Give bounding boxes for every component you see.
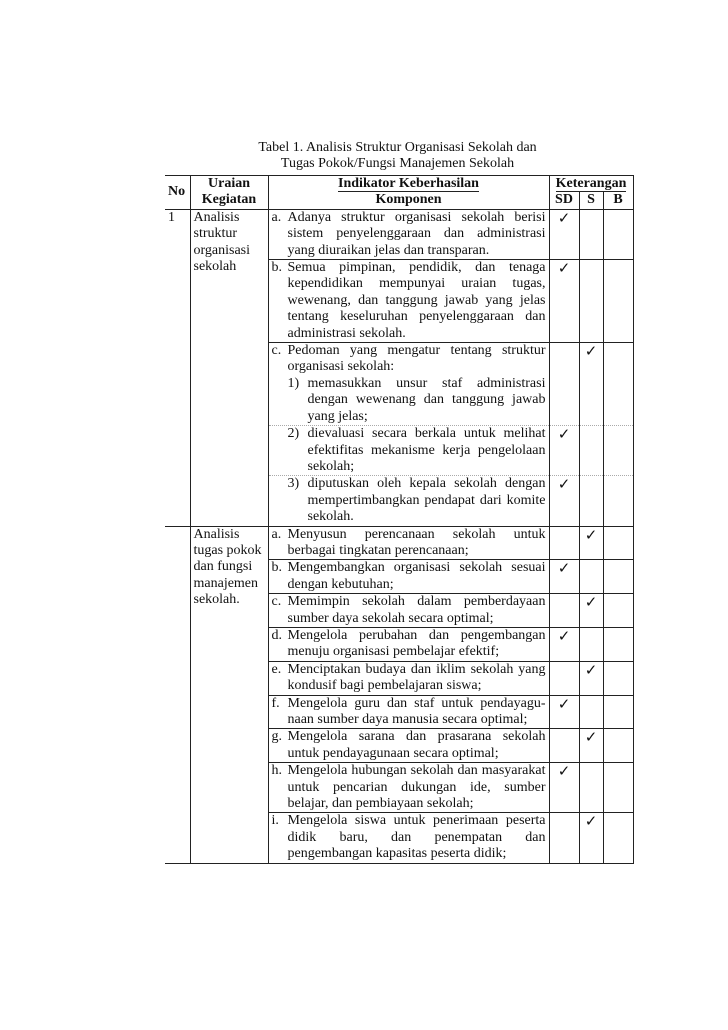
check-cell-sd — [549, 343, 579, 426]
check-cell-b — [603, 209, 633, 259]
check-mark-icon: ✓ — [584, 344, 598, 361]
header-indikator: Indikator Keberhasilan — [268, 176, 549, 193]
item-label: g. — [271, 729, 282, 745]
check-cell-sd — [549, 426, 579, 476]
header-s: S — [579, 192, 603, 209]
indikator-subitem — [272, 476, 546, 525]
check-mark-icon: ✓ — [584, 595, 598, 612]
table-caption — [165, 140, 630, 172]
indikator-item — [272, 729, 546, 762]
check-cell-sd — [549, 209, 579, 259]
check-mark-icon: ✓ — [557, 427, 571, 444]
check-cell-s — [579, 594, 603, 628]
item-text: Mengelola hubungan sekolah dan masyarakat untuk pencarian dukungan ide, sumber belajar, dan pembiayaan sekolah; — [287, 763, 546, 812]
check-cell-sd — [549, 627, 579, 661]
item-text: Mengelola siswa untuk penerimaan peserta didik baru, dan penempatan dan pengembangan kapasitas peserta didik; — [287, 813, 546, 862]
check-cell-sd — [549, 695, 579, 729]
indikator-item — [272, 594, 546, 627]
check-cell-s — [579, 763, 603, 813]
header-sd: SD — [549, 192, 579, 209]
check-cell-b — [603, 661, 633, 695]
check-mark-icon: ✓ — [584, 527, 598, 544]
check-cell-s — [579, 209, 603, 259]
check-cell-s — [579, 426, 603, 476]
item-label: b. — [271, 560, 282, 576]
caption-line-2: Tugas Pokok/Fungsi Manajemen Sekolah — [280, 156, 515, 171]
indikator-cell — [268, 343, 549, 426]
check-cell-sd — [549, 763, 579, 813]
indikator-cell — [268, 526, 549, 560]
indikator-subitem — [272, 426, 546, 475]
indikator-item — [272, 763, 546, 812]
indikator-cell — [268, 661, 549, 695]
check-mark-icon: ✓ — [557, 628, 571, 645]
check-cell-s — [579, 476, 603, 526]
check-cell-sd — [549, 476, 579, 526]
check-cell-sd — [549, 813, 579, 863]
table-body — [165, 209, 633, 863]
indikator-item — [272, 628, 546, 661]
item-label: c. — [271, 343, 282, 359]
item-label: d. — [271, 627, 282, 643]
item-label: i. — [271, 813, 279, 829]
check-cell-b — [603, 560, 633, 594]
check-cell-s — [579, 627, 603, 661]
indikator-item — [272, 696, 546, 729]
indikator-cell — [268, 594, 549, 628]
kegiatan-cell: Analisis struktur organisasi sekolah — [190, 209, 268, 526]
subitem-text: diputuskan oleh kepala sekolah dengan mempertimbangkan pendapat dari komite sekolah. — [307, 476, 546, 525]
table-row — [165, 526, 633, 560]
indikator-item — [272, 813, 546, 862]
check-cell-b — [603, 260, 633, 343]
check-cell-b — [603, 813, 633, 863]
indikator-cell — [268, 763, 549, 813]
check-cell-s — [579, 661, 603, 695]
check-cell-sd — [549, 260, 579, 343]
item-label: h. — [271, 763, 282, 779]
check-mark-icon: ✓ — [557, 764, 571, 781]
subitem-text: memasukkan unsur staf administrasi dengan wewenang dan tanggung jawab yang jelas; — [307, 375, 546, 424]
caption-line-1: Tabel 1. Analisis Struktur Organisasi Sekolah dan — [258, 140, 537, 155]
item-text: Mengelola guru dan staf untuk pendayagu-naan sumber daya manusia secara optimal; — [287, 695, 546, 727]
item-label: b. — [271, 260, 282, 276]
check-cell-b — [603, 426, 633, 476]
indikator-item — [272, 260, 546, 342]
check-cell-b — [603, 763, 633, 813]
check-mark-icon: ✓ — [584, 814, 598, 831]
check-mark-icon: ✓ — [584, 662, 598, 679]
header-no: No — [165, 176, 190, 210]
indikator-cell — [268, 695, 549, 729]
check-cell-sd — [549, 729, 579, 763]
check-cell-b — [603, 526, 633, 560]
analysis-table — [165, 175, 634, 864]
check-cell-b — [603, 343, 633, 426]
check-mark-icon: ✓ — [557, 561, 571, 578]
indikator-cell — [268, 813, 549, 863]
indikator-cell — [268, 426, 549, 476]
item-label: a. — [271, 526, 282, 542]
indikator-subitem — [272, 376, 546, 425]
indikator-item — [272, 662, 546, 695]
item-text: Memimpin sekolah dalam pemberdayaan sumber daya sekolah secara optimal; — [287, 594, 546, 626]
indikator-item — [272, 527, 546, 560]
item-text: Mengelola sarana dan prasarana sekolah untuk pendayagunaan secara optimal; — [287, 729, 546, 761]
header-kegiatan: Kegiatan — [190, 192, 268, 209]
check-cell-b — [603, 695, 633, 729]
subitem-label: 1) — [287, 375, 300, 391]
check-cell-b — [603, 476, 633, 526]
check-mark-icon: ✓ — [557, 210, 571, 227]
item-label: a. — [271, 209, 282, 225]
item-label: f. — [271, 695, 280, 711]
item-text: Semua pimpinan, pendidik, dan tenaga kependidikan mempunyai uraian tugas, wewenang, dan tanggung jawab yang jelas tentang keseluruhan penyelenggaraan dan administrasi sekolah. — [287, 260, 546, 341]
indikator-cell — [268, 627, 549, 661]
indikator-cell — [268, 729, 549, 763]
header-b: B — [603, 192, 633, 209]
item-text: Mengelola perubahan dan pengembangan menuju organisasi pembelajar efektif; — [287, 627, 546, 660]
indikator-cell — [268, 209, 549, 259]
check-cell-sd — [549, 526, 579, 560]
subitem-label: 2) — [287, 426, 300, 442]
check-cell-sd — [549, 661, 579, 695]
indikator-item — [272, 343, 546, 376]
item-text: Menyusun perencanaan sekolah untuk berbagai tingkatan perencanaan; — [287, 526, 546, 558]
check-cell-s — [579, 695, 603, 729]
check-cell-s — [579, 260, 603, 343]
indikator-item — [272, 560, 546, 593]
check-cell-s — [579, 343, 603, 426]
indikator-item — [272, 210, 546, 259]
check-mark-icon: ✓ — [584, 730, 598, 747]
check-mark-icon: ✓ — [557, 261, 571, 278]
subitem-label: 3) — [287, 476, 300, 492]
check-cell-s — [579, 813, 603, 863]
check-cell-b — [603, 627, 633, 661]
item-text: Menciptakan budaya dan iklim sekolah yang kondusif bagi pembelajaran siswa; — [287, 661, 546, 694]
check-cell-sd — [549, 594, 579, 628]
check-cell-b — [603, 729, 633, 763]
row-number: 1 — [165, 209, 190, 526]
check-cell-s — [579, 560, 603, 594]
item-text: Adanya struktur organisasi sekolah berisi sistem penyelenggaraan dan administrasi yang diuraikan jelas dan transparan. — [287, 209, 546, 258]
check-mark-icon: ✓ — [557, 477, 571, 494]
table-row — [165, 209, 633, 259]
item-label: c. — [271, 594, 282, 610]
check-mark-icon: ✓ — [557, 696, 571, 713]
header-uraian: Uraian — [190, 176, 268, 193]
item-text: Mengembangkan organisasi sekolah sesuai dengan kebutuhan; — [287, 560, 546, 592]
kegiatan-cell: Analisis tugas pokok dan fungsi manajemen sekolah. — [190, 526, 268, 863]
header-keterangan: Keterangan — [549, 176, 633, 193]
item-label: e. — [271, 661, 282, 677]
indikator-cell — [268, 560, 549, 594]
check-cell-b — [603, 594, 633, 628]
check-cell-s — [579, 729, 603, 763]
subitem-text: dievaluasi secara berkala untuk melihat efektifitas mekanisme kerja pengelolaan sekolah; — [307, 426, 546, 474]
row-number — [165, 526, 190, 863]
check-cell-sd — [549, 560, 579, 594]
indikator-cell — [268, 260, 549, 343]
header-komponen: Komponen — [268, 192, 549, 209]
indikator-cell — [268, 476, 549, 526]
item-text: Pedoman yang mengatur tentang struktur organisasi sekolah: — [287, 343, 546, 375]
check-cell-s — [579, 526, 603, 560]
